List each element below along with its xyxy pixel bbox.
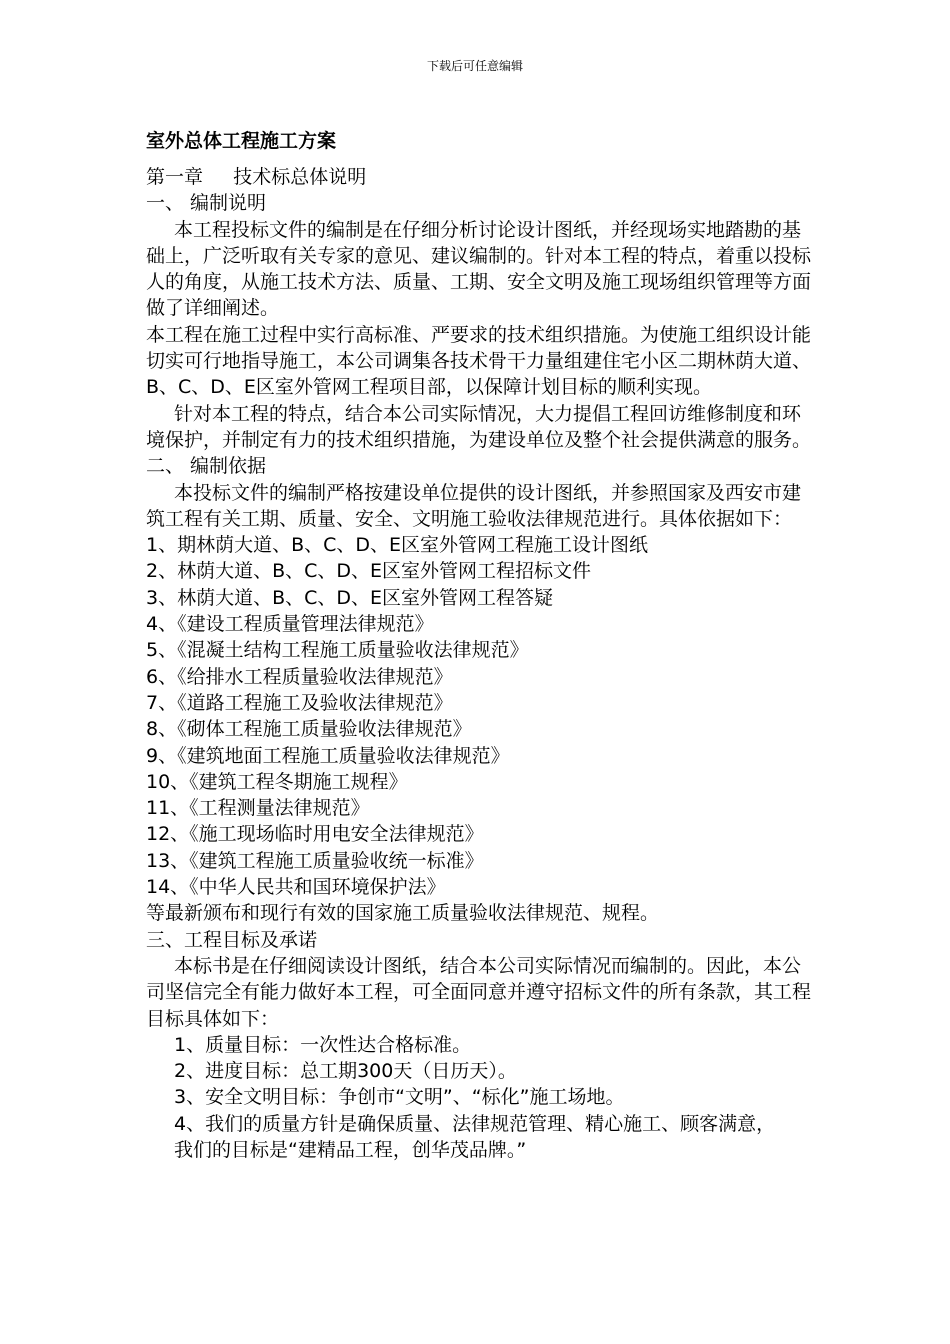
basis-list-item: 11、《工程测量法律规范》 (146, 797, 370, 820)
basis-list-item: 8、《砌体工程施工质量验收法律规范》 (146, 718, 472, 741)
goal-item: 1、质量目标：一次性达合格标准。 (174, 1033, 472, 1056)
basis-list-item: 9、《建筑地面工程施工质量验收法律规范》 (146, 744, 510, 767)
paragraph-technical-measures: 本工程在施工过程中实行高标准、严要求的技术组织措施。为使施工组织设计能切实可行地指导施工，本公司调集各技术骨干力量组建住宅小区二期林荫大道、B、C、D、E区室外管网工程项目部，以保障计划目标的顺利实现。 (146, 323, 812, 399)
goal-item: 2、进度目标：总工期300天（日历天）。 (174, 1060, 517, 1083)
paragraph-compilation-intro: 本工程投标文件的编制是在仔细分析讨论设计图纸，并经现场实地踏勘的基础上，广泛听取有关专家的意见、建议编制的。针对本工程的特点，着重以投标人的角度，从施工技术方法、质量、工期、安全文明及施工现场组织管理等方面做了详细阐述。 (146, 218, 812, 320)
paragraph-service: 针对本工程的特点，结合本公司实际情况，大力提倡工程回访维修制度和环境保护，并制定有力的技术组织措施，为建设单位及整个社会提供满意的服务。 (146, 402, 812, 451)
basis-list-item: 5、《混凝土结构工程施工质量验收法律规范》 (146, 639, 529, 662)
document-title: 室外总体工程施工方案 (146, 130, 337, 152)
basis-list-item: 7、《道路工程施工及验收法律规范》 (146, 691, 453, 714)
section-heading-goals: 三、工程目标及承诺 (146, 928, 318, 951)
basis-list-item: 14、《中华人民共和国环境保护法》 (146, 876, 446, 899)
basis-list-item: 4、《建设工程质量管理法律规范》 (146, 613, 434, 636)
paragraph-basis-intro: 本投标文件的编制严格按建设单位提供的设计图纸，并参照国家及西安市建筑工程有关工期、质量、安全、文明施工验收法律规范进行。具体依据如下： (146, 481, 802, 530)
section-heading-compilation-notes: 一、 编制说明 (146, 192, 267, 215)
page-header: 下载后可任意编辑 (426, 59, 523, 73)
basis-list-item: 12、《施工现场临时用电安全法律规范》 (146, 823, 484, 846)
basis-list-item: 3、林荫大道、B、C、D、E区室外管网工程答疑 (146, 586, 554, 609)
paragraph-basis-outro: 等最新颁布和现行有效的国家施工质量验收法律规范、规程。 (146, 902, 660, 925)
document-body (146, 164, 816, 1163)
paragraph-goals-intro: 本标书是在仔细阅读设计图纸，结合本公司实际情况而编制的。因此，本公司坚信完全有能力做好本工程，可全面同意并遵守招标文件的所有条款，其工程目标具体如下： (146, 954, 812, 1030)
basis-list-item: 10、《建筑工程冬期施工规程》 (146, 770, 408, 793)
paragraph-closing-motto: 我们的目标是“建精品工程，创华茂品牌。” (174, 1138, 527, 1161)
basis-list-item: 2、林荫大道、B、C、D、E区室外管网工程招标文件 (146, 560, 592, 583)
basis-list-item: 1、期林荫大道、B、C、D、E区室外管网工程施工设计图纸 (146, 534, 649, 557)
section-heading-compilation-basis: 二、 编制依据 (146, 455, 267, 478)
goal-item: 3、安全文明目标：争创市“文明”、“标化”施工场地。 (174, 1086, 625, 1109)
chapter-title: 第一章 技术标总体说明 (146, 166, 367, 188)
basis-list-item: 6、《给排水工程质量验收法律规范》 (146, 665, 453, 688)
basis-list-item: 13、《建筑工程施工质量验收统一标准》 (146, 849, 484, 872)
goal-item: 4、我们的质量方针是确保质量、法律规范管理、精心施工、顾客满意， (174, 1112, 776, 1135)
